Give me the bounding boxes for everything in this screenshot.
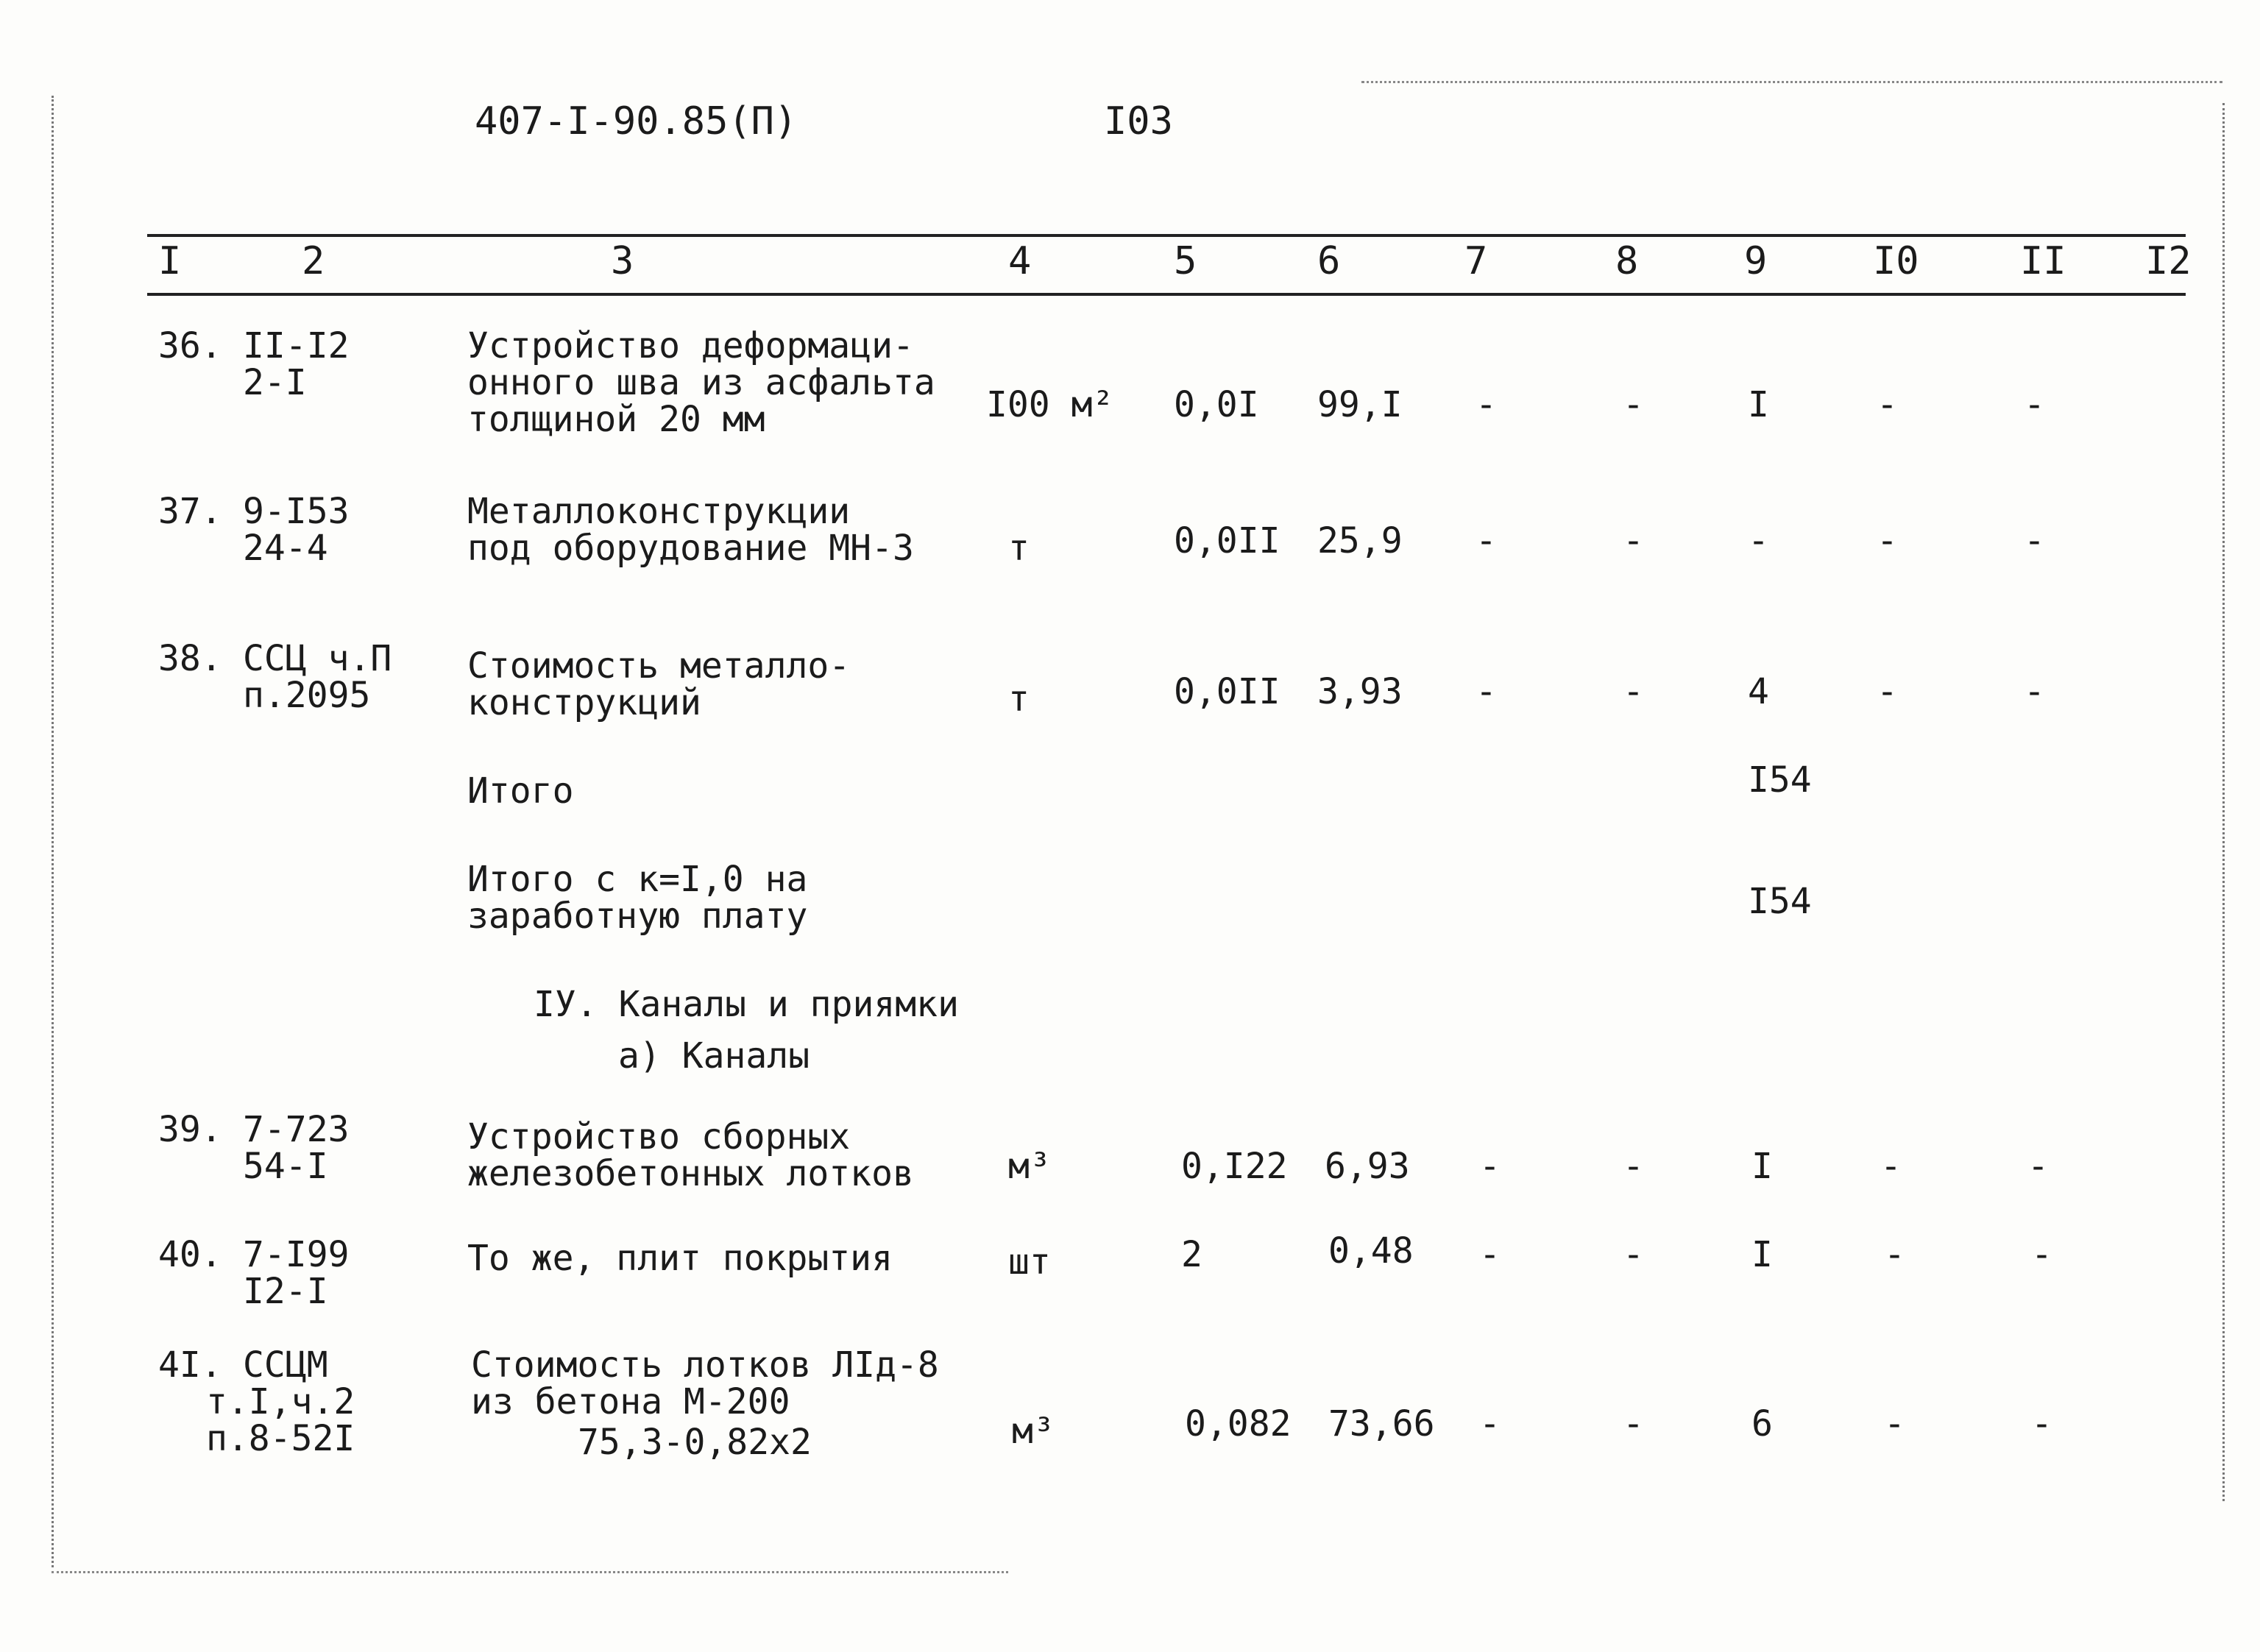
cell-11: - <box>2027 1146 2049 1187</box>
norm-code: ССЦМ <box>243 1344 328 1386</box>
unit: м³ <box>1012 1411 1055 1452</box>
norm-code: ССЦ ч.П <box>243 638 392 679</box>
row-number: 38. <box>158 638 222 679</box>
cell-10: - <box>1884 1234 1905 1275</box>
cell-9: 6 <box>1751 1403 1773 1444</box>
column-header: I2 <box>2145 239 2192 283</box>
norm-code: I2-I <box>243 1271 328 1312</box>
cell-8: - <box>1623 1146 1644 1187</box>
cell-8: - <box>1623 384 1644 425</box>
work-description: из бетона М-200 <box>471 1381 790 1422</box>
row-number: 4I. <box>158 1344 222 1386</box>
norm-code: 54-I <box>243 1146 328 1187</box>
column-header: 4 <box>1008 239 1032 283</box>
cell-11: - <box>2024 520 2045 561</box>
norm-code: п.2095 <box>243 675 371 716</box>
work-description: То же, плит покрытия <box>467 1238 893 1279</box>
cell-11: - <box>2024 671 2045 712</box>
right-margin-edge <box>2222 103 2225 1501</box>
norm-value: 3,93 <box>1317 671 1403 712</box>
cell-7: - <box>1476 520 1497 561</box>
cell-9: I <box>1751 1146 1773 1187</box>
cell-9: I <box>1751 1234 1773 1275</box>
cell-10: - <box>1884 1403 1905 1444</box>
total-label: Итого <box>467 770 574 812</box>
column-header: I0 <box>1873 239 1919 283</box>
cell-8: - <box>1623 1403 1644 1444</box>
work-description: Металлоконструкции <box>467 491 851 532</box>
column-header: 9 <box>1744 239 1768 283</box>
work-description: онного шва из асфальта <box>467 362 935 403</box>
norm-value: 99,I <box>1317 384 1403 425</box>
cell-8: - <box>1623 1234 1644 1275</box>
quantity: 0,082 <box>1185 1403 1292 1444</box>
cell-10: - <box>1880 1146 1902 1187</box>
cell-7: - <box>1479 1403 1501 1444</box>
cell-10: - <box>1877 671 1898 712</box>
total-value: I54 <box>1748 881 1812 922</box>
norm-value: 73,66 <box>1328 1403 1435 1444</box>
work-description: под оборудование МН-3 <box>467 528 914 569</box>
top-scan-edge <box>1361 81 2222 83</box>
norm-code: т.I,ч.2 <box>206 1381 355 1422</box>
column-header: 2 <box>302 239 325 283</box>
unit: т <box>1008 528 1030 569</box>
cell-11: - <box>2024 384 2045 425</box>
work-description: конструкций <box>467 682 701 723</box>
total-label: Итого с к=I,0 на <box>467 859 808 900</box>
cell-7: - <box>1479 1234 1501 1275</box>
quantity: 0,0II <box>1174 520 1280 561</box>
norm-code: II-I2 <box>243 325 350 366</box>
total-label: заработную плату <box>467 896 808 937</box>
column-header: II <box>2020 239 2066 283</box>
column-header: 6 <box>1317 239 1341 283</box>
norm-value: 25,9 <box>1317 520 1403 561</box>
cell-9: - <box>1748 520 1769 561</box>
document-code: 407-I-90.85(П) <box>475 99 798 143</box>
cell-8: - <box>1623 671 1644 712</box>
work-description: Стоимость лотков ЛIд-8 <box>471 1344 939 1386</box>
column-header: 7 <box>1464 239 1488 283</box>
cell-10: - <box>1877 520 1898 561</box>
norm-code: 7-723 <box>243 1109 350 1150</box>
unit: т <box>1008 678 1030 720</box>
norm-code: п.8-52I <box>206 1418 355 1459</box>
table-top-rule <box>147 234 2186 237</box>
column-header: I <box>158 239 182 283</box>
total-value: I54 <box>1748 759 1812 801</box>
quantity: 0,I22 <box>1181 1146 1288 1187</box>
norm-code: 2-I <box>243 362 307 403</box>
section-title: IУ. Каналы и приямки <box>534 984 959 1025</box>
cell-7: - <box>1479 1146 1501 1187</box>
cell-9: I <box>1748 384 1769 425</box>
column-header: 8 <box>1615 239 1639 283</box>
column-header: 3 <box>611 239 634 283</box>
quantity: 2 <box>1181 1234 1202 1275</box>
table-header-bottom-rule <box>147 293 2186 296</box>
norm-code: 24-4 <box>243 528 328 569</box>
quantity: 0,0I <box>1174 384 1259 425</box>
section-subtitle: а) Каналы <box>618 1035 810 1077</box>
work-description: Устройство сборных <box>467 1116 851 1158</box>
bottom-scan-edge <box>52 1571 1008 1573</box>
work-description: Стоимость металло- <box>467 645 851 687</box>
cell-11: - <box>2031 1234 2052 1275</box>
cell-9: 4 <box>1748 671 1769 712</box>
row-number: 36. <box>158 325 222 366</box>
cell-8: - <box>1623 520 1644 561</box>
unit: м³ <box>1008 1146 1051 1187</box>
left-margin-edge <box>52 96 54 1567</box>
cell-10: - <box>1877 384 1898 425</box>
column-header: 5 <box>1174 239 1197 283</box>
unit: I00 м² <box>986 384 1114 425</box>
norm-value: 6,93 <box>1325 1146 1410 1187</box>
work-description: железобетонных лотков <box>467 1153 914 1194</box>
row-number: 40. <box>158 1234 222 1275</box>
cell-7: - <box>1476 384 1497 425</box>
norm-code: 7-I99 <box>243 1234 350 1275</box>
page-number: I03 <box>1104 99 1173 143</box>
cell-11: - <box>2031 1403 2052 1444</box>
cell-7: - <box>1476 671 1497 712</box>
row-number: 37. <box>158 491 222 532</box>
norm-value: 0,48 <box>1328 1230 1414 1272</box>
row-number: 39. <box>158 1109 222 1150</box>
unit: шт <box>1008 1241 1051 1283</box>
work-description: Устройство деформаци- <box>467 325 914 366</box>
norm-code: 9-I53 <box>243 491 350 532</box>
work-description: толщиной 20 мм <box>467 399 765 440</box>
work-description: 75,3-0,82х2 <box>578 1422 812 1463</box>
quantity: 0,0II <box>1174 671 1280 712</box>
